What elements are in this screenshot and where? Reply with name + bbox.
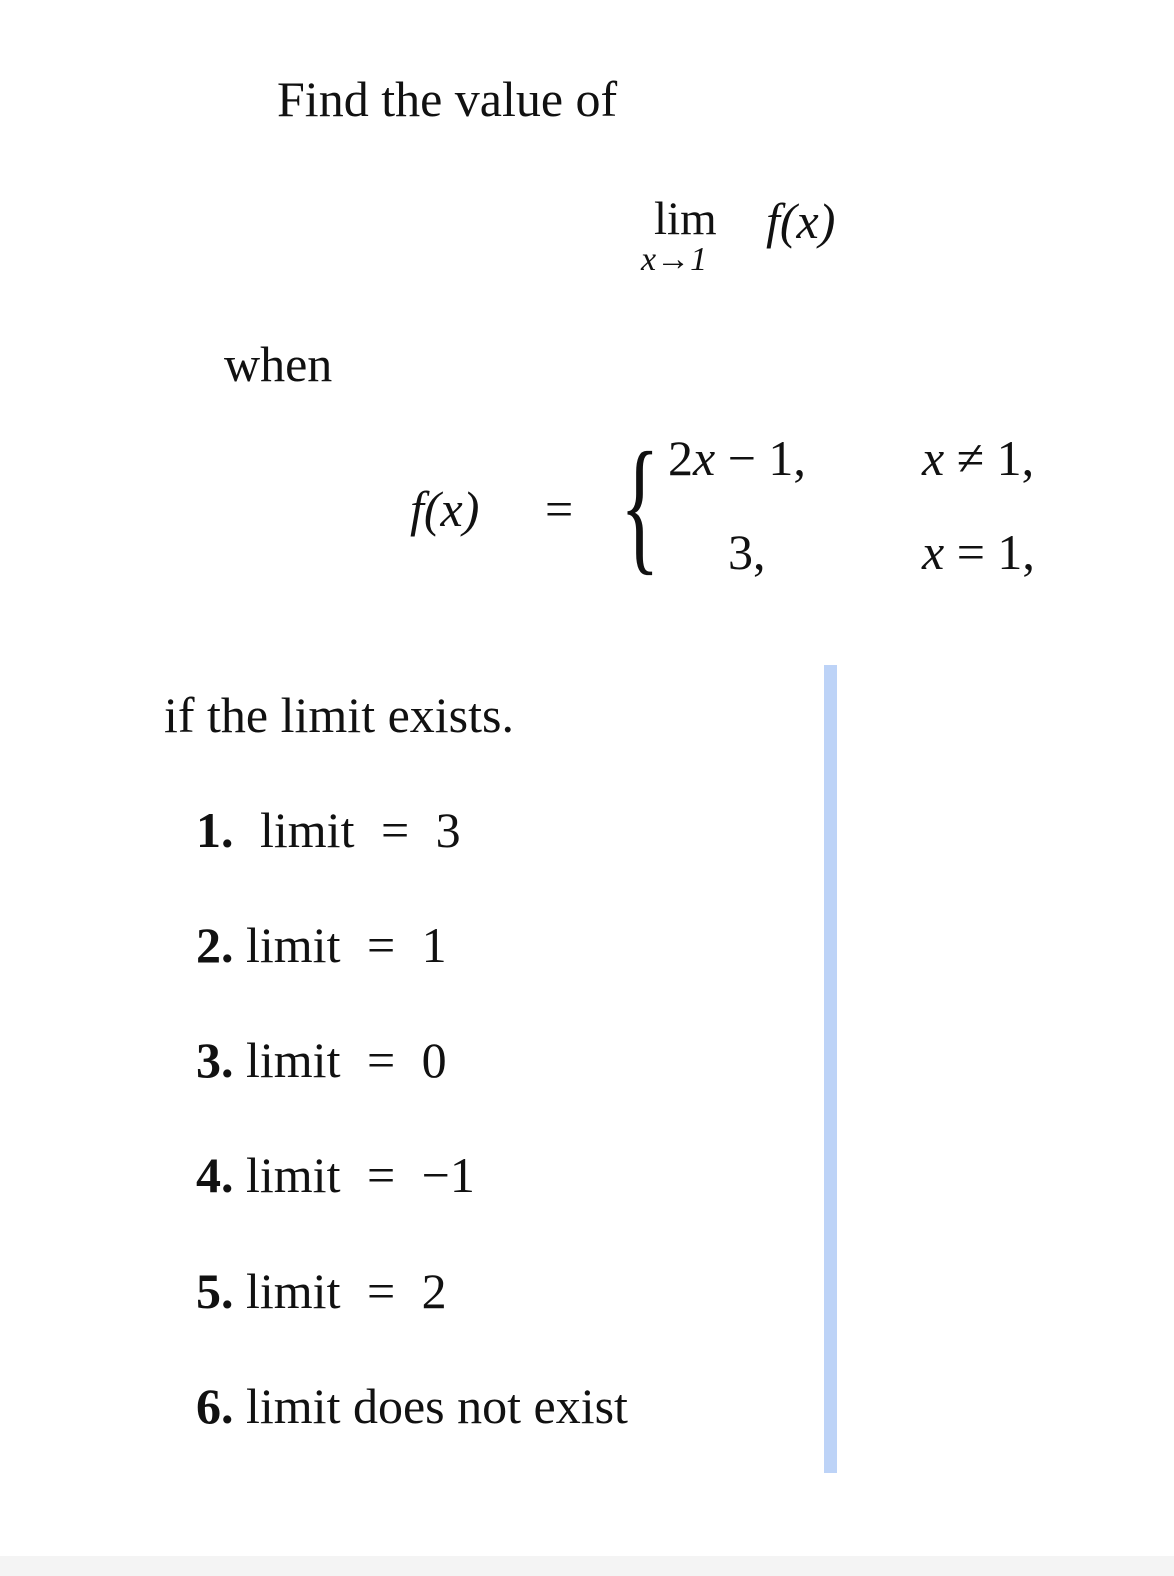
choice-6[interactable]	[196, 1378, 628, 1434]
choice-2[interactable]	[196, 917, 447, 973]
case-1-expression-rest: − 1,	[715, 430, 806, 486]
choice-number: 5.	[196, 1263, 234, 1319]
choice-relation: =	[366, 1263, 396, 1319]
limit-function: f(x)	[766, 193, 836, 249]
choice-value: 1	[421, 917, 447, 973]
choice-value: 3	[435, 802, 461, 858]
choice-relation: =	[366, 917, 396, 973]
choice-5[interactable]	[196, 1263, 447, 1319]
left-brace-icon: {	[620, 422, 660, 588]
case-2-expression-coef: 3,	[728, 524, 766, 580]
choice-text: limit	[246, 1147, 341, 1203]
case-2-expression	[728, 524, 766, 580]
piecewise-equals: =	[545, 481, 574, 537]
case-1-condition-var: x	[922, 430, 945, 486]
intro-text: Find the value of	[277, 71, 618, 127]
choice-number: 3.	[196, 1032, 234, 1088]
choice-text: limit	[246, 1032, 341, 1088]
bottom-strip	[0, 1556, 1174, 1576]
case-1-condition-rest: ≠ 1,	[944, 430, 1035, 486]
choice-value: 0	[421, 1032, 447, 1088]
choice-text: limit does not exist	[246, 1378, 628, 1434]
choice-value: 2	[421, 1263, 447, 1319]
piecewise-lhs: f(x)	[410, 481, 480, 537]
choice-number: 1.	[196, 802, 234, 858]
choice-1[interactable]	[196, 802, 461, 858]
limit-operator: lim	[654, 193, 717, 245]
case-1-expression-var: x	[693, 430, 716, 486]
choice-relation: =	[366, 1147, 396, 1203]
case-1-expression-coef: 2	[668, 430, 693, 486]
choice-value: −1	[421, 1147, 475, 1203]
when-text: when	[224, 336, 333, 392]
choice-4[interactable]	[196, 1147, 475, 1203]
choice-text: limit	[260, 802, 355, 858]
choice-number: 2.	[196, 917, 234, 973]
choice-relation: =	[380, 802, 410, 858]
choice-relation: =	[366, 1032, 396, 1088]
choice-number: 4.	[196, 1147, 234, 1203]
case-2-condition	[922, 524, 1035, 580]
case-2-condition-rest: = 1,	[944, 524, 1035, 580]
choice-text: limit	[246, 1263, 341, 1319]
case-1-condition	[922, 430, 1035, 486]
choice-text: limit	[246, 917, 341, 973]
outro-text: if the limit exists.	[164, 687, 514, 743]
case-2-condition-var: x	[922, 524, 945, 580]
limit-approach: x→1	[641, 241, 708, 278]
choice-3[interactable]	[196, 1032, 447, 1088]
case-1-expression	[668, 430, 806, 486]
accent-bar	[824, 665, 837, 1473]
choice-number: 6.	[196, 1378, 234, 1434]
